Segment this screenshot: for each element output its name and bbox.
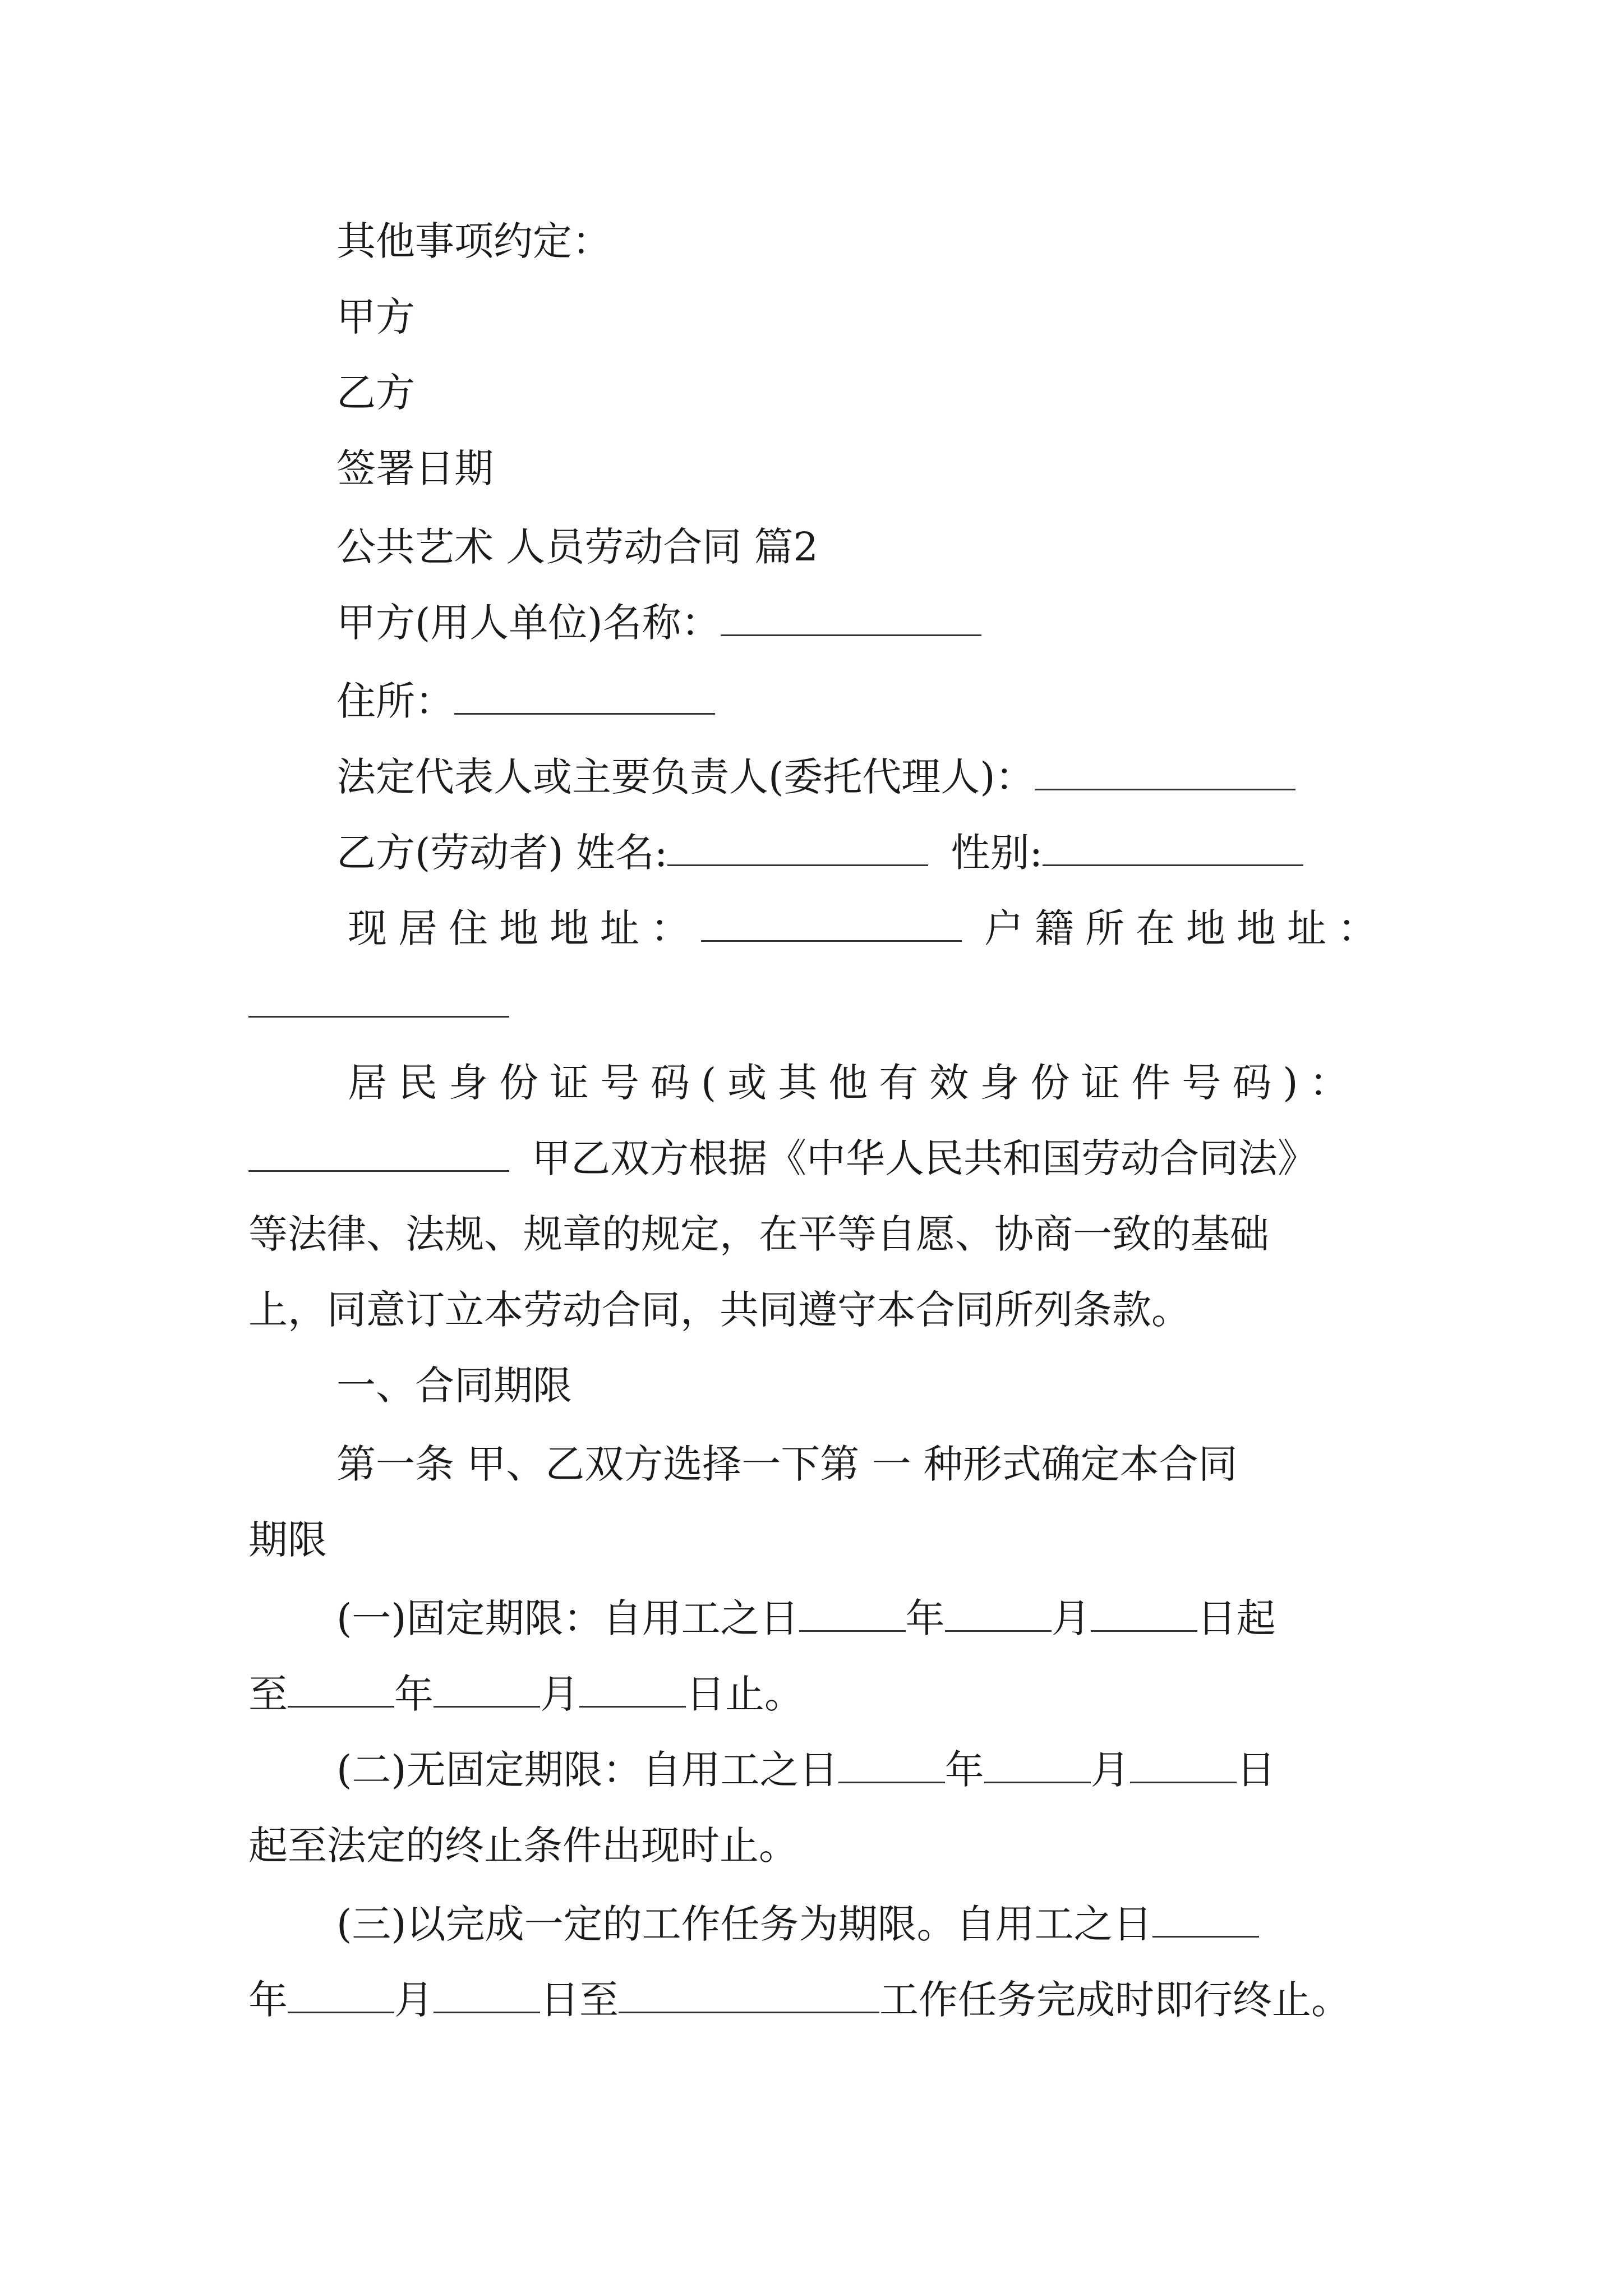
text-line: 甲乙双方根据《中华人民共和国劳动合同法》 [532, 1135, 1317, 1181]
legal-rep-label: 法定代表人或主要负责人(委托代理人)： [336, 754, 1035, 800]
date-word: 月 [394, 1977, 434, 2023]
date-blank [288, 1977, 394, 2013]
date-word: 日 [1236, 1747, 1276, 1793]
date-blank [1152, 1901, 1259, 1938]
legal-rep-blank [1035, 754, 1295, 790]
date-word: 年 [248, 1977, 288, 2023]
heading-contract-term: 一、合同期限 [336, 1363, 572, 1409]
date-word: 年 [905, 1595, 945, 1641]
household-blank [248, 981, 509, 1018]
legal-rep-row [336, 752, 1295, 802]
text-line: 其他事项约定： [336, 218, 611, 264]
household-label: 户籍所在地地址： [984, 905, 1388, 951]
gender-blank [1043, 830, 1303, 866]
option-fixed-label: (一)固定期限：自用工之日 [336, 1595, 799, 1641]
text-line: 起至法定的终止条件出现时止。 [248, 1823, 798, 1869]
employee-name-label: 乙方(劳动者) 姓名: [336, 830, 668, 876]
option-task-term-end [248, 1975, 1350, 2025]
option-fixed-term-end [248, 1669, 804, 1719]
employee-name-blank [667, 830, 928, 866]
id-number-blank [248, 1135, 509, 1172]
gender-label: 性别: [951, 830, 1043, 876]
text-line: 上，同意订立本劳动合同，共同遵守本合同所列条款。 [248, 1287, 1191, 1333]
date-blank [288, 1671, 394, 1708]
party-b-label: 乙方 [336, 370, 415, 416]
date-word: 月 [540, 1671, 579, 1717]
address-row [336, 676, 715, 726]
date-word: 月 [1090, 1747, 1130, 1793]
household-blank-row [248, 979, 509, 1029]
option-open-label: (二)无固定期限：自用工之日 [336, 1747, 838, 1793]
date-blank [579, 1671, 686, 1708]
date-word: 年 [394, 1671, 434, 1717]
date-blank [1130, 1747, 1237, 1783]
employee-row [336, 827, 1303, 878]
option-fixed-term [336, 1593, 1276, 1644]
date-word: 日止。 [686, 1671, 804, 1717]
text-line: 期限 [248, 1517, 327, 1563]
option-task-term [336, 1899, 1259, 1949]
residence-row [348, 903, 1388, 954]
residence-label: 现居住地地址： [348, 905, 701, 951]
employer-name-blank [721, 600, 981, 636]
option-open-term [336, 1745, 1276, 1795]
date-blank [945, 1595, 1052, 1632]
date-blank [838, 1747, 945, 1783]
text-line: 等法律、法规、规章的规定，在平等自愿、协商一致的基础 [248, 1211, 1269, 1257]
date-word: 年 [944, 1747, 984, 1793]
residence-blank [701, 905, 962, 942]
section-title: 公共艺术 人员劳动合同 篇2 [336, 524, 819, 570]
employer-name-label: 甲方(用人单位)名称： [336, 600, 721, 646]
text-word: 工作任务完成时即行终止。 [879, 1977, 1350, 2023]
date-word: 日至 [540, 1977, 619, 2023]
address-label: 住所： [336, 678, 454, 724]
article-1: 第一条 甲、乙双方选择一下第 一 种形式确定本合同 [336, 1441, 1238, 1487]
address-blank [454, 678, 715, 715]
date-blank [1091, 1595, 1197, 1632]
date-blank [984, 1747, 1091, 1783]
option-task-label: (三)以完成一定的工作任务为期限。自用工之日 [336, 1901, 1152, 1947]
id-number-label: 居民身份证号码(或其他有效身份证件号码)： [348, 1060, 1360, 1106]
party-a-label: 甲方 [336, 294, 415, 340]
date-word: 日起 [1197, 1595, 1276, 1641]
date-word: 月 [1051, 1595, 1091, 1641]
date-blank [799, 1595, 906, 1632]
date-blank [434, 1977, 540, 2013]
date-blank [434, 1671, 540, 1708]
sign-date-label: 签署日期 [336, 445, 494, 491]
text-word: 至 [248, 1671, 288, 1717]
task-blank [619, 1977, 879, 2013]
id-blank-row [248, 1133, 1317, 1184]
employer-name-row [336, 597, 981, 648]
